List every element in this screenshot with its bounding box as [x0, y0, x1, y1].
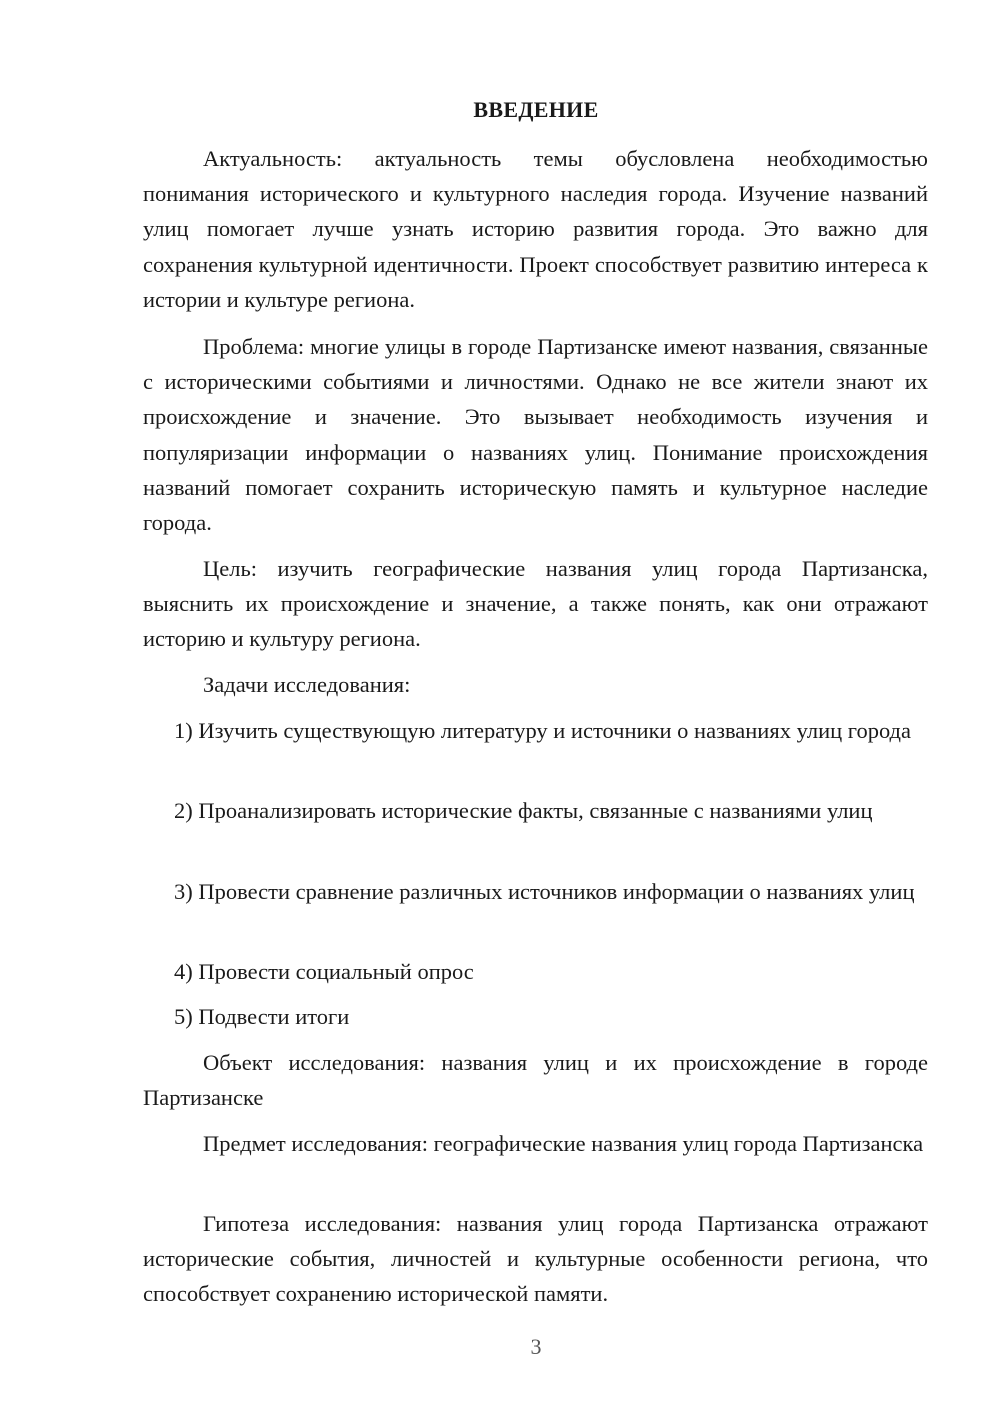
- task-item-2: 2) Проанализировать исторические факты, связанные с названиями улиц: [174, 798, 873, 823]
- page-number: 3: [530, 1334, 542, 1359]
- paragraph-hypothesis: Гипотеза исследования: названия улиц города Партизанска отражают исторические события, личностей и культурные особенности региона, что способствует сохранению исторической памяти.: [143, 1211, 928, 1307]
- section-title: ВВЕДЕНИЕ: [473, 97, 599, 122]
- task-item-4: 4) Провести социальный опрос: [174, 959, 474, 984]
- paragraph-subject: Предмет исследования: географические названия улиц города Партизанска: [203, 1131, 924, 1156]
- paragraph-problem: Проблема: многие улицы в городе Партизанске имеют названия, связанные с историческими событиями и личностями. Однако не все жители знают их происхождение и значение. Это вызывает необходимость изучения и популяризации информации о названиях улиц. Понимание происхождения названий помогает сохранить историческую память и культурное наследие города.: [143, 334, 928, 536]
- paragraph-object: Объект исследования: названия улиц и их происхождение в городе Партизанске: [143, 1050, 928, 1111]
- task-item-5: 5) Подвести итоги: [174, 1004, 350, 1029]
- paragraph-relevance: Актуальность: актуальность темы обусловлена необходимостью понимания исторического и культурного наследия города. Изучение названий улиц помогает лучше узнать историю развития города. Это важно для сохранения культурной идентичности. Проект способствует развитию интереса к истории и культуре региона.: [143, 146, 928, 312]
- task-item-3: 3) Провести сравнение различных источников информации о названиях улиц: [174, 879, 915, 904]
- paragraph-goal: Цель: изучить географические названия улиц города Партизанска, выяснить их происхождение и значение, а также понять, как они отражают историю и культуру региона.: [143, 556, 928, 652]
- task-item-1: 1) Изучить существующую литературу и источники о названиях улиц города: [174, 718, 911, 743]
- tasks-heading: Задачи исследования:: [203, 672, 411, 697]
